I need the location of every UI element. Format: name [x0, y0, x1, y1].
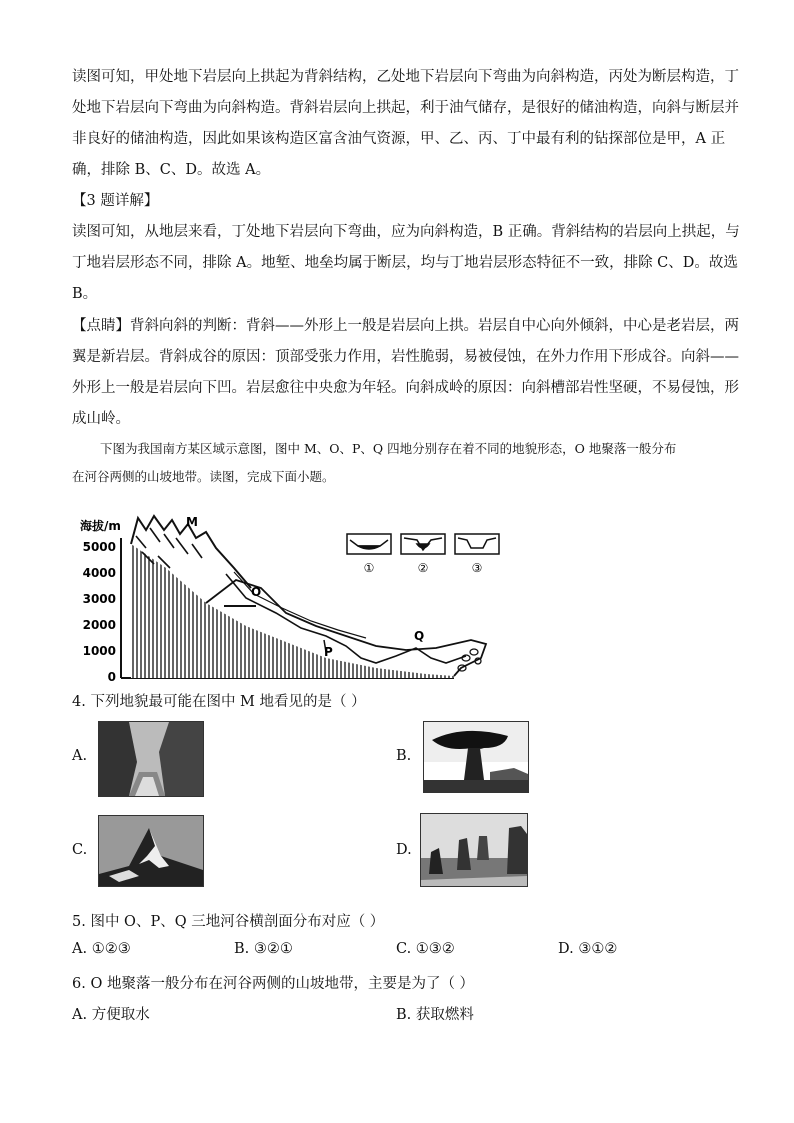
- text-line: 读图可知，甲处地下岩层向上拱起为背斜结构，乙处地下岩层向下弯曲为向斜构造，丙处为断层构造，丁: [72, 69, 739, 85]
- horn-peak-photo[interactable]: [98, 815, 204, 887]
- mushroom-rock-photo[interactable]: [423, 721, 529, 793]
- text-line: 读图可知，从地层来看，丁处地下岩层向下弯曲，应为向斜构造，B 正确。背斜结构的岩层向上拱起，与: [72, 224, 740, 240]
- point-label-o: O: [251, 585, 262, 599]
- text-line: 成山岭。: [72, 411, 130, 427]
- point-label-q: Q: [414, 629, 425, 643]
- text-line: 下图为我国南方某区域示意图，图中 M、O、P、Q 四地分别存在着不同的地貌形态，O 地聚落一般分布: [100, 441, 677, 456]
- y-tick: 2000: [82, 618, 116, 632]
- section-label: ③: [471, 561, 483, 575]
- canyon-photo[interactable]: [98, 721, 204, 797]
- point-label-m: M: [186, 515, 198, 529]
- section-label: ①: [363, 561, 375, 575]
- q5-option-b[interactable]: B. ③②①: [234, 941, 293, 957]
- intro-paragraph: [72, 435, 722, 491]
- valley-sections: [345, 532, 505, 577]
- q6-stem: 6. O 地聚落一般分布在河谷两侧的山坡地带，主要是为了（ ）: [72, 976, 475, 992]
- q5-option-a[interactable]: A. ①②③: [72, 941, 131, 957]
- text-line: B。: [72, 286, 98, 302]
- text-line: 丁地岩层形态不同，排除 A。地堑、地垒均属于断层，均与丁地岩层形态特征不一致，排除 C、D。故选: [72, 255, 738, 271]
- text-line: 确，排除 B、C、D。故选 A。: [72, 162, 271, 178]
- y-tick: 3000: [82, 592, 116, 606]
- point-label-p: P: [324, 645, 333, 659]
- q6-option-b[interactable]: B. 获取燃料: [396, 1007, 474, 1023]
- q4-option-a-label[interactable]: A.: [72, 748, 88, 764]
- y-tick: 4000: [82, 566, 116, 580]
- q5-option-d[interactable]: D. ③①②: [558, 941, 618, 957]
- q5-stem: 5. 图中 O、P、Q 三地河谷横剖面分布对应（ ）: [72, 914, 385, 930]
- text-line: 【点睛】背斜向斜的判断：背斜——外形上一般是岩层向上拱。岩层自中心向外倾斜，中心是老岩层，两: [72, 318, 739, 334]
- q3-heading-text: 【3 题详解】: [72, 193, 159, 209]
- y-tick: 5000: [82, 540, 116, 554]
- q5-option-c[interactable]: C. ①③②: [396, 941, 455, 957]
- q4-stem: 4. 下列地貌最可能在图中 M 地看见的是（ ）: [72, 694, 366, 710]
- text-line: 在河谷两侧的山坡地带。读图，完成下面小题。: [72, 469, 335, 484]
- explanation-paragraph-2: [72, 217, 740, 310]
- y-tick: 1000: [82, 644, 116, 658]
- q6-option-a[interactable]: A. 方便取水: [72, 1007, 150, 1023]
- section-label: ②: [417, 561, 429, 575]
- text-line: 非良好的储油构造，因此如果该构造区富含油气资源，甲、乙、丙、丁中最有利的钻探部位是甲，A 正: [72, 131, 726, 147]
- sea-stacks-photo[interactable]: [420, 813, 528, 887]
- text-line: 翼是新岩层。背斜成谷的原因：顶部受张力作用，岩性脆弱，易被侵蚀，在外力作用下形成谷。向斜——: [72, 349, 739, 365]
- y-tick: 0: [107, 670, 116, 683]
- text-line: 外形上一般是岩层向下凹。岩层愈往中央愈为年轻。向斜成岭的原因：向斜槽部岩性坚硬，不易侵蚀，形: [72, 380, 739, 396]
- tip-paragraph: [72, 311, 739, 435]
- q3-heading: [72, 186, 722, 217]
- y-axis-title: 海拔/m: [80, 519, 121, 533]
- q4-option-c-label[interactable]: C.: [72, 842, 88, 858]
- explanation-paragraph-1: [72, 62, 739, 186]
- q4-option-d-label[interactable]: D.: [396, 842, 412, 858]
- text-line: 处地下岩层向下弯曲为向斜构造。背斜岩层向上拱起，利于油气储存，是很好的储油构造，向斜与断层并: [72, 100, 739, 116]
- q4-option-b-label[interactable]: B.: [396, 748, 412, 764]
